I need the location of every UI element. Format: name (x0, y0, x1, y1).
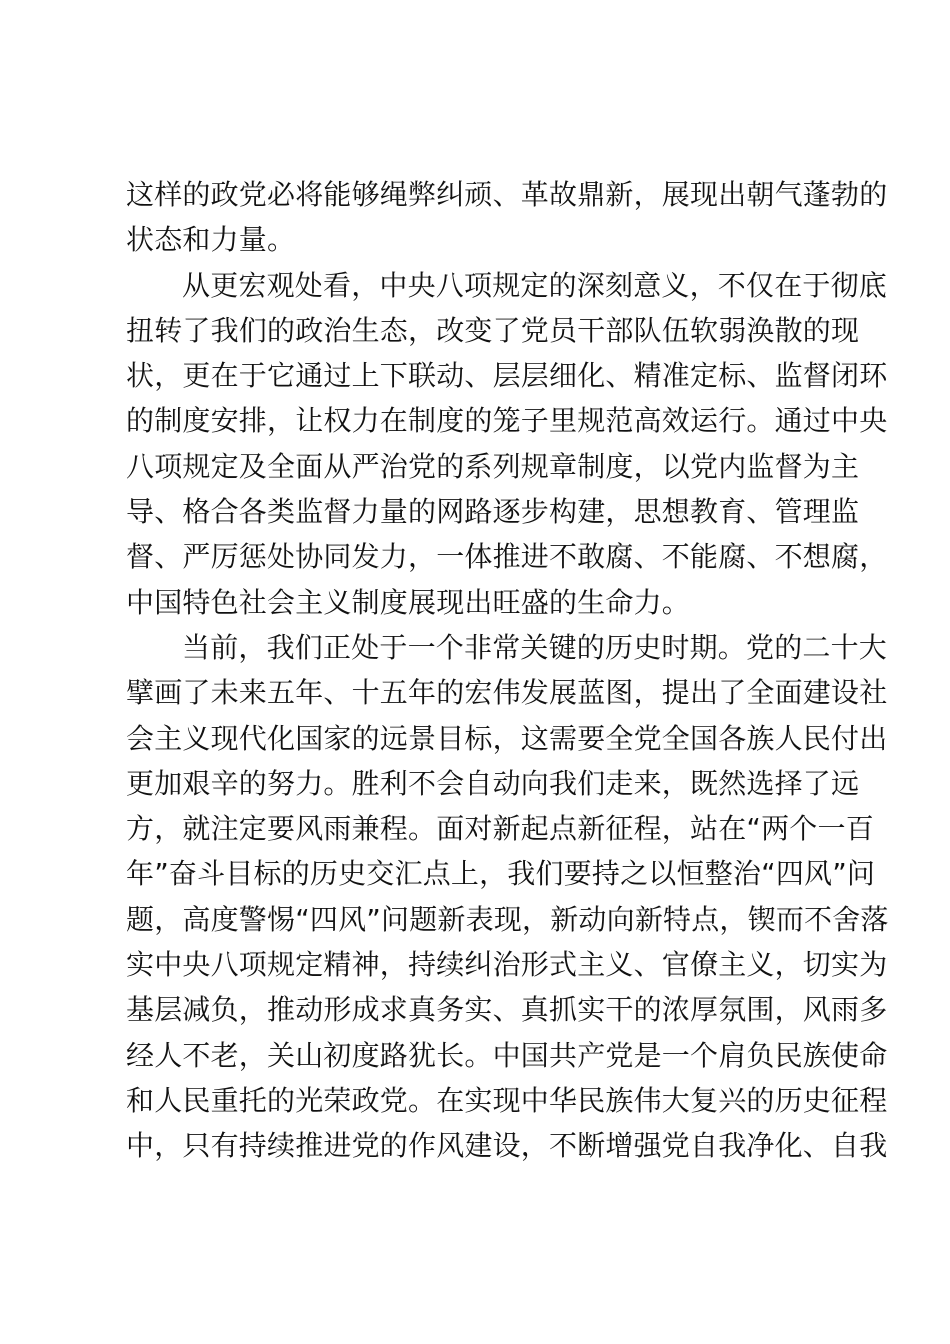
text-line: 更加艰辛的努力。胜利不会自动向我们走来，既然选择了远 (126, 766, 860, 800)
text-line: 督、严厉惩处协同发力，一体推进不敢腐、不能腐、不想腐， (126, 540, 888, 574)
text-line: 基层减负，推动形成求真务实、真抓实干的浓厚氛围，风雨多 (126, 993, 888, 1027)
text-line: 实中央八项规定精神，持续纠治形式主义、官僚主义，切实为 (126, 948, 888, 982)
text-line: 会主义现代化国家的远景目标，这需要全党全国各族人民付出 (126, 721, 888, 755)
text-line: 中国特色社会主义制度展现出旺盛的生命力。 (126, 585, 691, 619)
paragraph-start-line: 从更宏观处看，中央八项规定的深刻意义，不仅在于彻底 (182, 268, 888, 302)
text-line: 题，高度警惕“四风”问题新表现，新动向新特点，锲而不舍落 (126, 902, 889, 936)
text-line: 中，只有持续推进党的作风建设，不断增强党自我净化、自我 (126, 1129, 888, 1163)
text-line: 八项规定及全面从严治党的系列规章制度，以党内监督为主 (126, 449, 860, 483)
text-line: 擘画了未来五年、十五年的宏伟发展蓝图，提出了全面建设社 (126, 676, 888, 710)
text-line: 导、格合各类监督力量的网路逐步构建，思想教育、管理监 (126, 495, 860, 529)
text-line: 和人民重托的光荣政党。在实现中华民族伟大复兴的历史征程 (126, 1083, 888, 1117)
paragraph-start-line: 当前，我们正处于一个非常关键的历史时期。党的二十大 (182, 630, 888, 664)
text-line: 这样的政党必将能够绳弊纠顽、革故鼎新，展现出朝气蓬勃的 (126, 178, 888, 211)
text-line: 状态和力量。 (126, 223, 296, 257)
text-line: 状，更在于它通过上下联动、层层细化、精准定标、监督闭环 (126, 359, 888, 393)
text-line: 的制度安排，让权力在制度的笼子里规范高效运行。通过中央 (126, 404, 888, 438)
text-line: 扭转了我们的政治生态，改变了党员干部队伍软弱涣散的现 (126, 313, 860, 347)
body-text (126, 172, 889, 1169)
text-line: 方，就注定要风雨兼程。面对新起点新征程，站在“两个一百 (126, 812, 874, 846)
text-line: 经人不老，关山初度路犹长。中国共产党是一个肩负民族使命 (126, 1038, 888, 1072)
text-line: 年”奋斗目标的历史交汇点上，我们要持之以恒整治“四风”问 (126, 857, 876, 891)
